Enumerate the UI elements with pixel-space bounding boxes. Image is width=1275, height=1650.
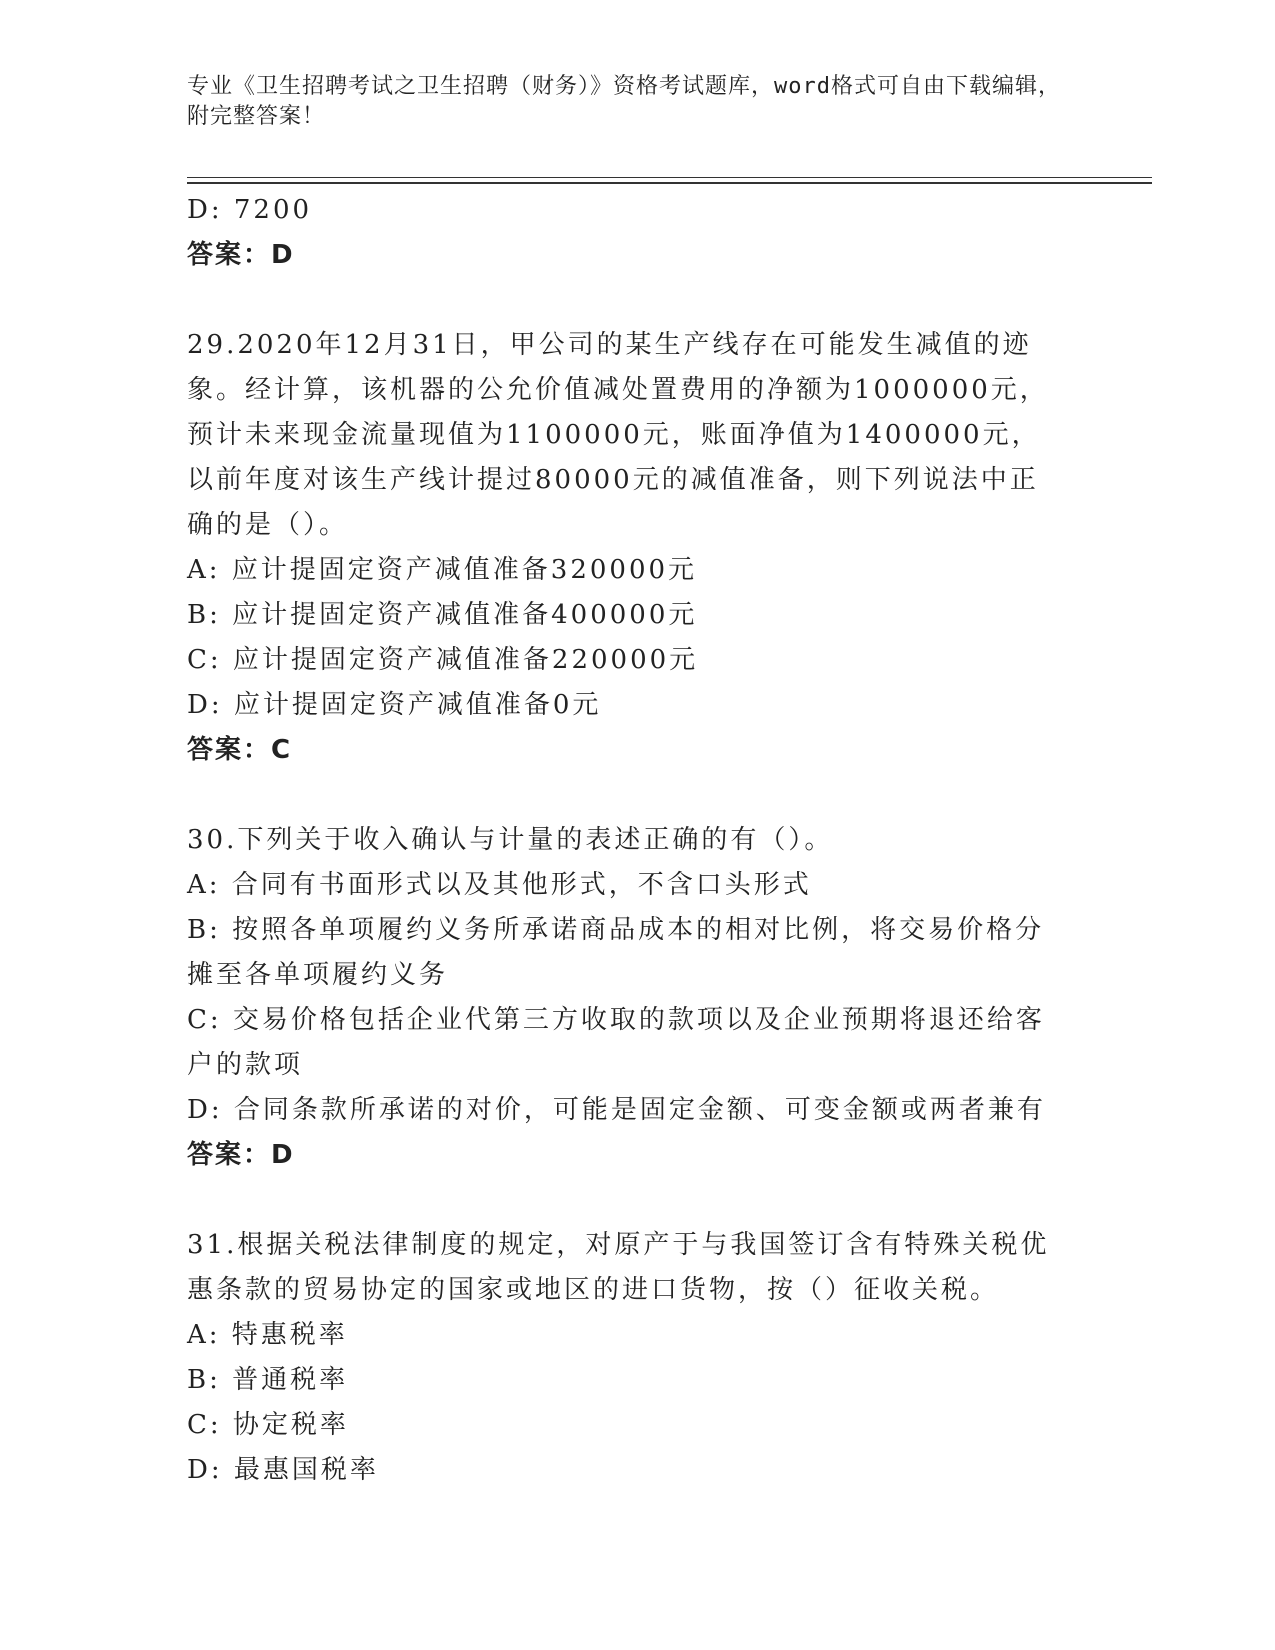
header-divider-thin bbox=[187, 177, 1152, 178]
previous-question-tail bbox=[187, 188, 1067, 278]
option-d: D: 7200 bbox=[187, 195, 313, 225]
question-30 bbox=[187, 818, 1067, 1178]
option-d: D: 应计提固定资产减值准备0元 bbox=[187, 690, 602, 720]
document-header: 专业《卫生招聘考试之卫生招聘（财务）》资格考试题库，word格式可自由下载编辑，附完整答案！ bbox=[187, 74, 1061, 129]
option-a: A: 合同有书面形式以及其他形式，不含口头形式 bbox=[187, 870, 812, 900]
question-stem: 31.根据关税法律制度的规定，对原产于与我国签订含有特殊关税优惠条款的贸易协定的国家或地区的进口货物，按（）征收关税。 bbox=[187, 1230, 1050, 1305]
option-b: B: 应计提固定资产减值准备400000元 bbox=[187, 600, 698, 630]
answer-line: 答案：D bbox=[187, 240, 295, 270]
option-b: B: 按照各单项履约义务所承诺商品成本的相对比例，将交易价格分摊至各单项履约义务 bbox=[187, 915, 1045, 990]
question-stem: 30.下列关于收入确认与计量的表述正确的有（）。 bbox=[187, 825, 834, 855]
question-stem: 29.2020年12月31日，甲公司的某生产线存在可能发生减值的迹象。经计算，该机器的公允价值减处置费用的净额为1000000元，预计未来现金流量现值为1100000元，账面净值为1400000元，以前年度对该生产线计提过80000元的减值准备，则下列说法中正确的是（）。 bbox=[187, 330, 1049, 540]
spacer bbox=[187, 278, 1067, 323]
option-a: A: 特惠税率 bbox=[187, 1320, 348, 1350]
answer-line: 答案：D bbox=[187, 1140, 295, 1170]
option-c: C: 协定税率 bbox=[187, 1410, 349, 1440]
option-d: D: 合同条款所承诺的对价，可能是固定金额、可变金额或两者兼有 bbox=[187, 1095, 1046, 1125]
option-c: C: 交易价格包括企业代第三方收取的款项以及企业预期将退还给客户的款项 bbox=[187, 1005, 1045, 1080]
option-c: C: 应计提固定资产减值准备220000元 bbox=[187, 645, 699, 675]
spacer bbox=[187, 1178, 1067, 1223]
question-29 bbox=[187, 323, 1067, 773]
option-d: D: 最惠国税率 bbox=[187, 1455, 379, 1485]
question-content bbox=[187, 188, 1067, 1493]
header-divider-thick bbox=[187, 182, 1152, 184]
spacer bbox=[187, 773, 1067, 818]
option-a: A: 应计提固定资产减值准备320000元 bbox=[187, 555, 698, 585]
option-b: B: 普通税率 bbox=[187, 1365, 349, 1395]
answer-line: 答案：C bbox=[187, 735, 293, 765]
question-31 bbox=[187, 1223, 1067, 1493]
